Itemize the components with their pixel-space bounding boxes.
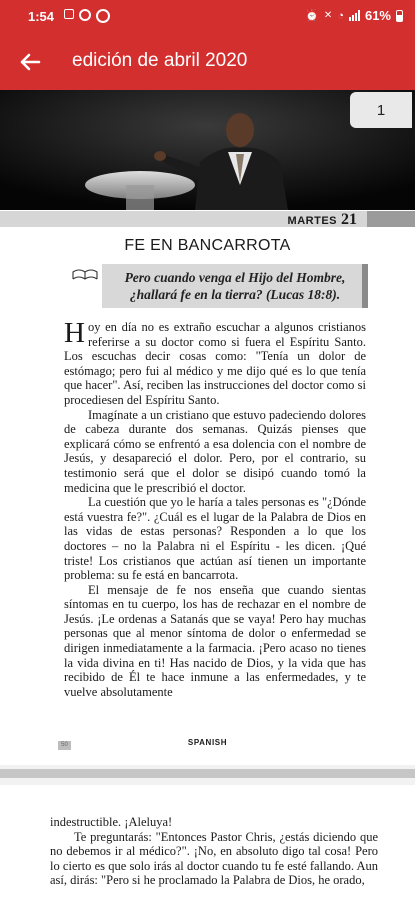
battery-icon: [396, 10, 403, 22]
system-icons: [305, 8, 403, 23]
notification-icons: [64, 9, 110, 23]
status-bar: [0, 0, 415, 34]
devotional-body: [64, 317, 366, 699]
drop-cap: H: [64, 317, 85, 349]
paragraph: La cuestión que yo le haría a tales personas es "¿Dónde está vuestra fe?". ¿Cuál es el lugar de la Palabra de Dios en las vidas de estas personas? Responden a lo que los doctores – no la Palabra ni el Espíritu - les dicen. ¡Qué triste! Los cristianos que actúan así tienen un importante problema: su fe está en bancarrota.: [64, 495, 366, 583]
open-book-icon: [72, 268, 98, 282]
paragraph: Imagínate a un cristiano que estuvo padeciendo dolores de cabeza durante dos semanas. Quizás pienses que explicará cómo se enfrentó a esa dolencia con el nombre de Jesús, y desapareció el dolor. Pero, por el contrario, su testimonio será que el dolor se disipó cuando tomó la medicina que le prescribió el doctor.: [64, 407, 366, 495]
signal-icon: [349, 10, 360, 21]
wifi-icon: ◔: [337, 9, 344, 22]
paragraph: Te preguntarás: "Entonces Pastor Chris, ¿estás diciendo que no debemos ir al médico?". ¡No, en absoluto digo tal cosa! Pero lo cierto es que solo irás al doctor cuando tu fe esté fallando. Aun así, dirás: "Pero si he proclamado la Palabra de Dios, he orado,: [50, 829, 378, 888]
app-bar: [0, 34, 415, 90]
day-header: [0, 211, 415, 227]
page-number-label: 1: [376, 101, 386, 119]
language-label: SPANISH: [187, 738, 228, 747]
day-header-accent: [367, 211, 415, 227]
paragraph-text: oy en día no es extraño escuchar a algunos cristianos referirse a su doctor como si fuera el Espíritu Santo. Los escuchas decir cosas como: "Tenía un dolor de estómago; pero fui al médico y me dijo qué es lo que tenía que hacer". Así, reciben las instrucciones del doctor como si procediesen del Espíritu Santo.: [64, 320, 366, 407]
next-page-body: [50, 815, 378, 888]
paragraph: [64, 317, 366, 408]
battery-level: 61%: [364, 8, 391, 23]
paragraph: El mensaje de fe nos enseña que cuando sientas síntomas en tu cuerpo, los has de rechazar en el nombre de Jesús. ¡Le ordenas a Satanás que se vaya! Pero hay muchas personas que al menor síntoma de dolor o enfermedad se dirigen inmediatamente a la farmacia. ¡Pero acaso no tienes la vida divina en ti! Has nacido de Dios, y la vida que has recibido de Él te hace inmune a las enfermedades, y te vuelve absolutamente: [64, 582, 366, 699]
gallery-notification-icon: [64, 9, 74, 19]
page-number-tab[interactable]: [350, 92, 412, 128]
devotional-title: FE EN BANCARROTA: [124, 237, 291, 254]
back-arrow-icon[interactable]: [16, 48, 44, 76]
page-separator: [0, 765, 415, 785]
scripture-verse: Pero cuando venga el Hijo del Hombre, ¿hallará fe en la tierra? (Lucas 18:8).: [124, 270, 346, 302]
day-name: MARTES: [287, 215, 337, 227]
page-number: 50: [58, 741, 71, 750]
opera-notification-icon: [79, 9, 91, 21]
edition-title: edición de abril 2020: [72, 50, 248, 71]
mute-icon: ✕: [323, 10, 333, 21]
paragraph: indestructible. ¡Aleluya!: [50, 815, 173, 829]
status-time: 1:54: [28, 9, 55, 24]
verse-box: [102, 264, 368, 308]
day-number: 21: [341, 211, 357, 228]
app-notification-icon: [96, 9, 110, 23]
alarm-icon: ⏰: [305, 10, 319, 22]
